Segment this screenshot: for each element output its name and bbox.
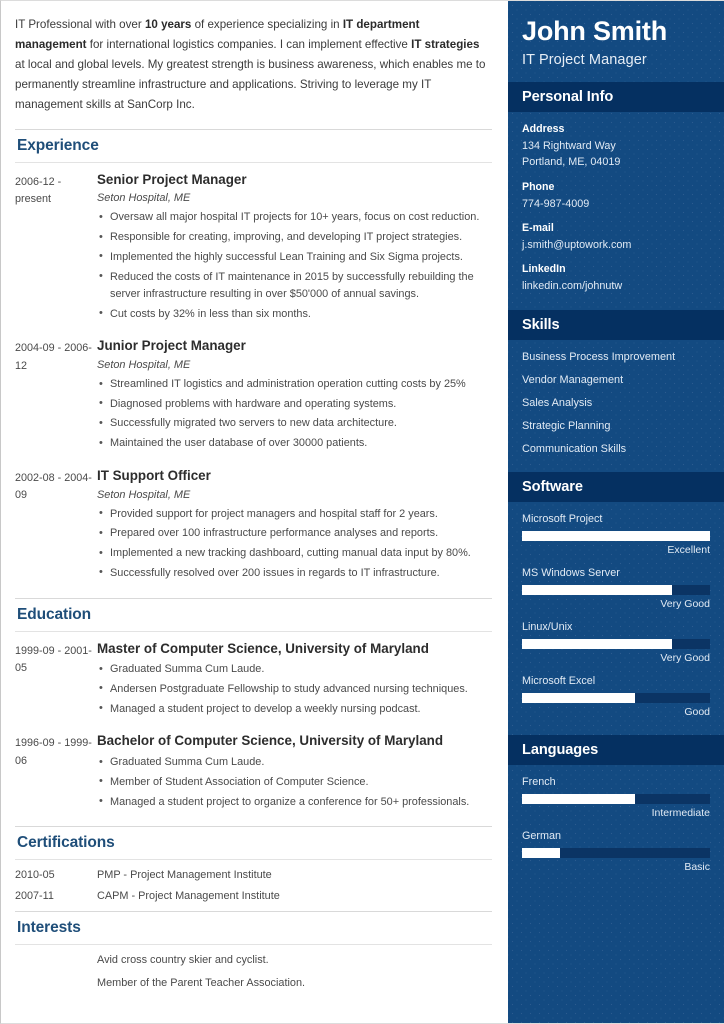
software-meter xyxy=(522,675,710,718)
software-meter-value: Good xyxy=(684,706,710,719)
interest-row xyxy=(15,977,492,989)
candidate-role: IT Project Manager xyxy=(522,52,647,69)
entry-date: 1999-09 - 2001-05 xyxy=(15,644,92,674)
certification-row xyxy=(15,869,492,881)
personal-info-value: Portland, ME, 04019 xyxy=(522,156,621,169)
entry-company: Seton Hospital, ME xyxy=(97,488,191,501)
entry-bullets xyxy=(97,376,488,452)
entry-body xyxy=(97,641,492,721)
education-list xyxy=(15,641,492,814)
language-meter-track xyxy=(522,848,710,858)
entry-row xyxy=(15,733,492,813)
language-meter-label: French xyxy=(522,776,556,789)
entry-row xyxy=(15,172,492,326)
language-meter-track xyxy=(522,794,710,804)
software-meter-fill xyxy=(522,531,710,541)
language-meter-fill xyxy=(522,794,635,804)
software-meter-value: Very Good xyxy=(660,598,710,611)
software-meter-fill xyxy=(522,585,672,595)
interest-text: Avid cross country skier and cyclist. xyxy=(97,954,269,967)
skill-item: Sales Analysis xyxy=(522,397,593,410)
language-meter-label: German xyxy=(522,830,562,843)
software-meter-fill xyxy=(522,693,635,703)
bullet-item: • Successfully migrated two servers to new data architecture. xyxy=(97,415,488,432)
bullet-item: • Member of Student Association of Computer Science. xyxy=(97,774,488,791)
entry-bullets xyxy=(97,754,488,811)
personal-info-group xyxy=(522,181,710,212)
section-title-education: Education xyxy=(15,598,492,632)
bullet-item: • Managed a student project to develop a weekly nursing podcast. xyxy=(97,701,488,718)
experience-list xyxy=(15,172,492,585)
entry-bullets xyxy=(97,661,488,718)
bullet-item: • Successfully resolved over 200 issues in regards to IT infrastructure. xyxy=(97,565,488,582)
language-meter-fill xyxy=(522,848,560,858)
software-meter xyxy=(522,567,710,610)
software-meter-label: Microsoft Project xyxy=(522,513,603,526)
software-meter-fill xyxy=(522,639,672,649)
software-meter-track xyxy=(522,639,710,649)
interest-row xyxy=(15,954,492,966)
bullet-item: • Andersen Postgraduate Fellowship to study advanced nursing techniques. xyxy=(97,681,488,698)
entry-date: 2002-08 - 2004-09 xyxy=(15,471,92,502)
personal-info-label: E-mail xyxy=(522,221,554,234)
language-meter-value: Basic xyxy=(684,861,710,874)
entry-row xyxy=(15,641,492,721)
software-meter-label: MS Windows Server xyxy=(522,567,620,580)
certification-text: PMP - Project Management Institute xyxy=(97,869,272,882)
sidebar-header-languages: Languages xyxy=(508,735,724,765)
certification-text: CAPM - Project Management Institute xyxy=(97,890,280,903)
bullet-item: • Managed a student project to organize a conference for 50+ professionals. xyxy=(97,794,488,811)
software-meter xyxy=(522,513,710,556)
section-education xyxy=(15,598,492,814)
interest-text: Member of the Parent Teacher Association. xyxy=(97,977,306,990)
certifications-list xyxy=(15,869,492,902)
section-experience xyxy=(15,129,492,585)
entry-title: Bachelor of Computer Science, University of Maryland xyxy=(97,733,444,749)
sidebar-name-block xyxy=(508,1,724,82)
sidebar-header-personal-info: Personal Info xyxy=(508,82,724,112)
bullet-item: • Graduated Summa Cum Laude. xyxy=(97,754,488,771)
entry-row xyxy=(15,468,492,585)
bullet-item: • Prepared over 100 infrastructure performance analyses and reports. xyxy=(97,525,488,542)
software-list xyxy=(508,502,724,735)
sidebar xyxy=(508,1,724,1023)
sidebar-header-software: Software xyxy=(508,472,724,502)
certification-row xyxy=(15,890,492,902)
personal-info-group xyxy=(522,123,710,170)
skill-item: Strategic Planning xyxy=(522,420,611,433)
language-meter xyxy=(522,830,710,873)
personal-info-value: linkedin.com/johnutw xyxy=(522,279,623,292)
software-meter-label: Linux/Unix xyxy=(522,621,573,634)
bullet-item: • Implemented the highly successful Lean Training and Six Sigma projects. xyxy=(97,249,488,266)
interest-spacer xyxy=(15,977,97,989)
bullet-item: • Graduated Summa Cum Laude. xyxy=(97,661,488,678)
interest-spacer xyxy=(15,954,97,966)
bullet-item: • Maintained the user database of over 30000 patients. xyxy=(97,435,488,452)
personal-info-label: Phone xyxy=(522,180,555,193)
entry-date: 2006-12 - present xyxy=(15,175,62,206)
software-meter-track xyxy=(522,531,710,541)
entry-bullets xyxy=(97,506,488,582)
personal-info-value: j.smith@uptowork.com xyxy=(522,238,632,251)
software-meter-track xyxy=(522,585,710,595)
software-meter-value: Very Good xyxy=(660,652,710,665)
section-interests xyxy=(15,911,492,989)
bullet-item: • Oversaw all major hospital IT projects for 10+ years, focus on cost reduction. xyxy=(97,209,488,226)
language-meter xyxy=(522,776,710,819)
bullet-item: • Responsible for creating, improving, and developing IT project strategies. xyxy=(97,229,488,246)
section-title-certifications: Certifications xyxy=(15,826,492,860)
personal-info-group xyxy=(522,263,710,294)
entry-body xyxy=(97,468,492,585)
personal-info-value: 134 Rightward Way xyxy=(522,140,616,153)
interests-list xyxy=(15,954,492,989)
software-meter-label: Microsoft Excel xyxy=(522,675,596,688)
bullet-item: • Diagnosed problems with hardware and operating systems. xyxy=(97,396,488,413)
bullet-item: • Reduced the costs of IT maintenance in 2015 by successfully rebuilding the server infrastructure resulting in over $50'000 of annual savings. xyxy=(97,269,488,303)
bullet-item: • Provided support for project managers and hospital staff for 2 years. xyxy=(97,506,488,523)
software-meter xyxy=(522,621,710,664)
bullet-item: • Streamlined IT logistics and administration operation cutting costs by 25% xyxy=(97,376,488,393)
profile-summary: IT Professional with over 10 years of experience specializing in IT department management for international logistics companies. I can implement effective IT strategies at local and global levels. My greatest strength is business awareness, which enables me to permanently streamline infrastructure and applications. Striving to leverage my IT management skills at SanCorp Inc. xyxy=(15,18,486,111)
language-meter-value: Intermediate xyxy=(651,807,710,820)
skill-item: Business Process Improvement xyxy=(522,351,676,364)
personal-info-label: Address xyxy=(522,123,565,136)
languages-list xyxy=(508,765,724,890)
bullet-item: • Implemented a new tracking dashboard, cutting manual data input by 80%. xyxy=(97,545,488,562)
entry-body xyxy=(97,338,492,455)
personal-info-group xyxy=(522,222,710,253)
software-meter-track xyxy=(522,693,710,703)
sidebar-header-skills: Skills xyxy=(508,310,724,340)
personal-info-label: LinkedIn xyxy=(522,262,566,275)
entry-title: Senior Project Manager xyxy=(97,171,247,187)
section-title-experience: Experience xyxy=(15,129,492,163)
entry-company: Seton Hospital, ME xyxy=(97,359,191,371)
main-column xyxy=(1,1,508,1023)
entry-bullets xyxy=(97,209,488,322)
entry-body xyxy=(97,733,492,813)
personal-info-value: 774-987-4009 xyxy=(522,197,590,210)
section-title-interests: Interests xyxy=(15,911,492,945)
skill-item: Communication Skills xyxy=(522,443,627,456)
skill-item: Vendor Management xyxy=(522,374,624,387)
entry-title: Master of Computer Science, University of Maryland xyxy=(97,640,429,656)
entry-title: IT Support Officer xyxy=(97,467,211,483)
entry-date: 1996-09 - 1999-06 xyxy=(15,737,92,767)
entry-company: Seton Hospital, ME xyxy=(97,192,191,205)
certification-date: 2007-11 xyxy=(15,890,54,903)
candidate-name: John Smith xyxy=(522,16,667,46)
software-meter-value: Excellent xyxy=(667,544,710,557)
entry-title: Junior Project Manager xyxy=(97,338,246,354)
personal-info-list xyxy=(508,112,724,310)
bullet-item: • Cut costs by 32% in less than six months. xyxy=(97,306,488,323)
entry-row xyxy=(15,338,492,455)
certification-date: 2010-05 xyxy=(15,869,55,882)
skills-list xyxy=(508,340,724,472)
section-certifications xyxy=(15,826,492,902)
entry-date: 2004-09 - 2006-12 xyxy=(15,342,92,372)
entry-body xyxy=(97,172,492,326)
